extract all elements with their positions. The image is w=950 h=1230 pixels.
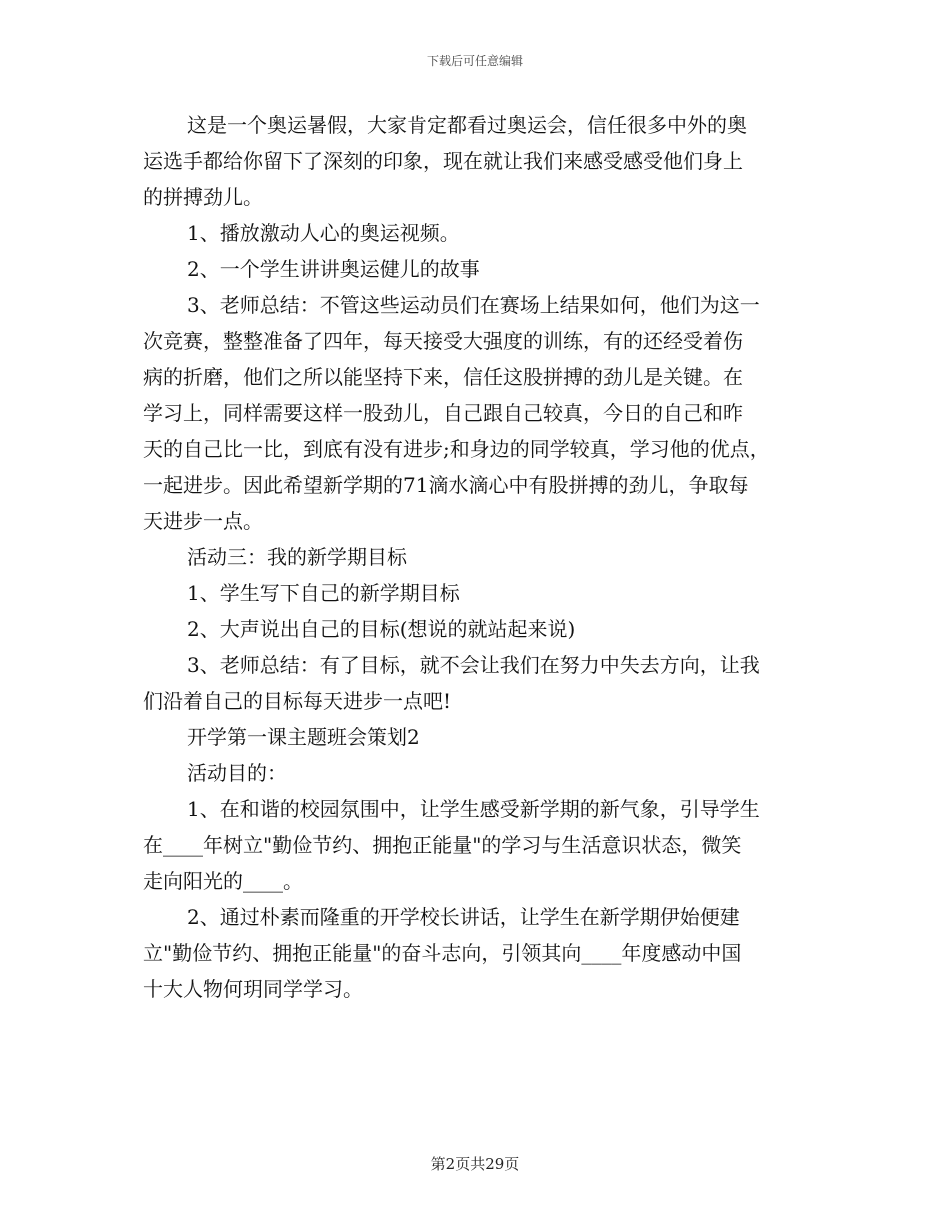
text-line: 一起进步。因此希望新学期的71滴水滴心中有股拼搏的劲儿，争取每 <box>143 473 749 497</box>
text-line: 活动三：我的新学期目标 <box>187 545 407 569</box>
text-line: 活动目的： <box>187 761 287 785</box>
text-line: 的拼搏劲儿。 <box>143 185 263 209</box>
text-line: 在____年树立"勤俭节约、拥抱正能量"的学习与生活意识状态，微笑 <box>143 833 742 857</box>
text-line: 学习上，同样需要这样一股劲儿，自己跟自己较真，今日的自己和昨 <box>143 401 743 425</box>
text-line: 天进步一点。 <box>143 509 263 533</box>
text-line: 1、在和谐的校园氛围中，让学生感受新学期的新气象，引导学生 <box>187 797 760 821</box>
page-footer: 第2页共29页 <box>430 1155 520 1173</box>
text-line: 走向阳光的____。 <box>143 869 303 893</box>
text-line: 们沿着自己的目标每天进步一点吧! <box>143 689 452 713</box>
text-line: 开学第一课主题班会策划2 <box>187 725 420 749</box>
page-header: 下载后可任意编辑 <box>426 54 523 68</box>
text-line: 1、播放激动人心的奥运视频。 <box>187 221 460 245</box>
text-line: 运选手都给你留下了深刻的印象，现在就让我们来感受感受他们身上 <box>143 149 743 173</box>
text-line: 立"勤俭节约、拥抱正能量"的奋斗志向，引领其向____年度感动中国 <box>143 941 742 965</box>
text-line: 2、大声说出自己的目标(想说的就站起来说) <box>187 617 576 641</box>
document-body <box>143 107 813 1007</box>
text-line: 十大人物何玥同学学习。 <box>143 977 363 1001</box>
text-line: 3、老师总结：有了目标，就不会让我们在努力中失去方向，让我 <box>187 653 760 677</box>
text-line: 3、老师总结：不管这些运动员们在赛场上结果如何，他们为这一 <box>187 293 760 317</box>
text-line: 2、通过朴素而隆重的开学校长讲话，让学生在新学期伊始便建 <box>187 905 740 929</box>
text-line: 天的自己比一比，到底有没有进步;和身边的同学较真，学习他的优点， <box>143 437 770 461</box>
text-line: 2、一个学生讲讲奥运健儿的故事 <box>187 257 480 281</box>
text-line: 1、学生写下自己的新学期目标 <box>187 581 460 605</box>
text-line: 这是一个奥运暑假，大家肯定都看过奥运会，信任很多中外的奥 <box>187 113 747 137</box>
text-line: 次竞赛，整整准备了四年，每天接受大强度的训练，有的还经受着伤 <box>143 329 743 353</box>
text-line: 病的折磨，他们之所以能坚持下来，信任这股拼搏的劲儿是关键。在 <box>143 365 743 389</box>
